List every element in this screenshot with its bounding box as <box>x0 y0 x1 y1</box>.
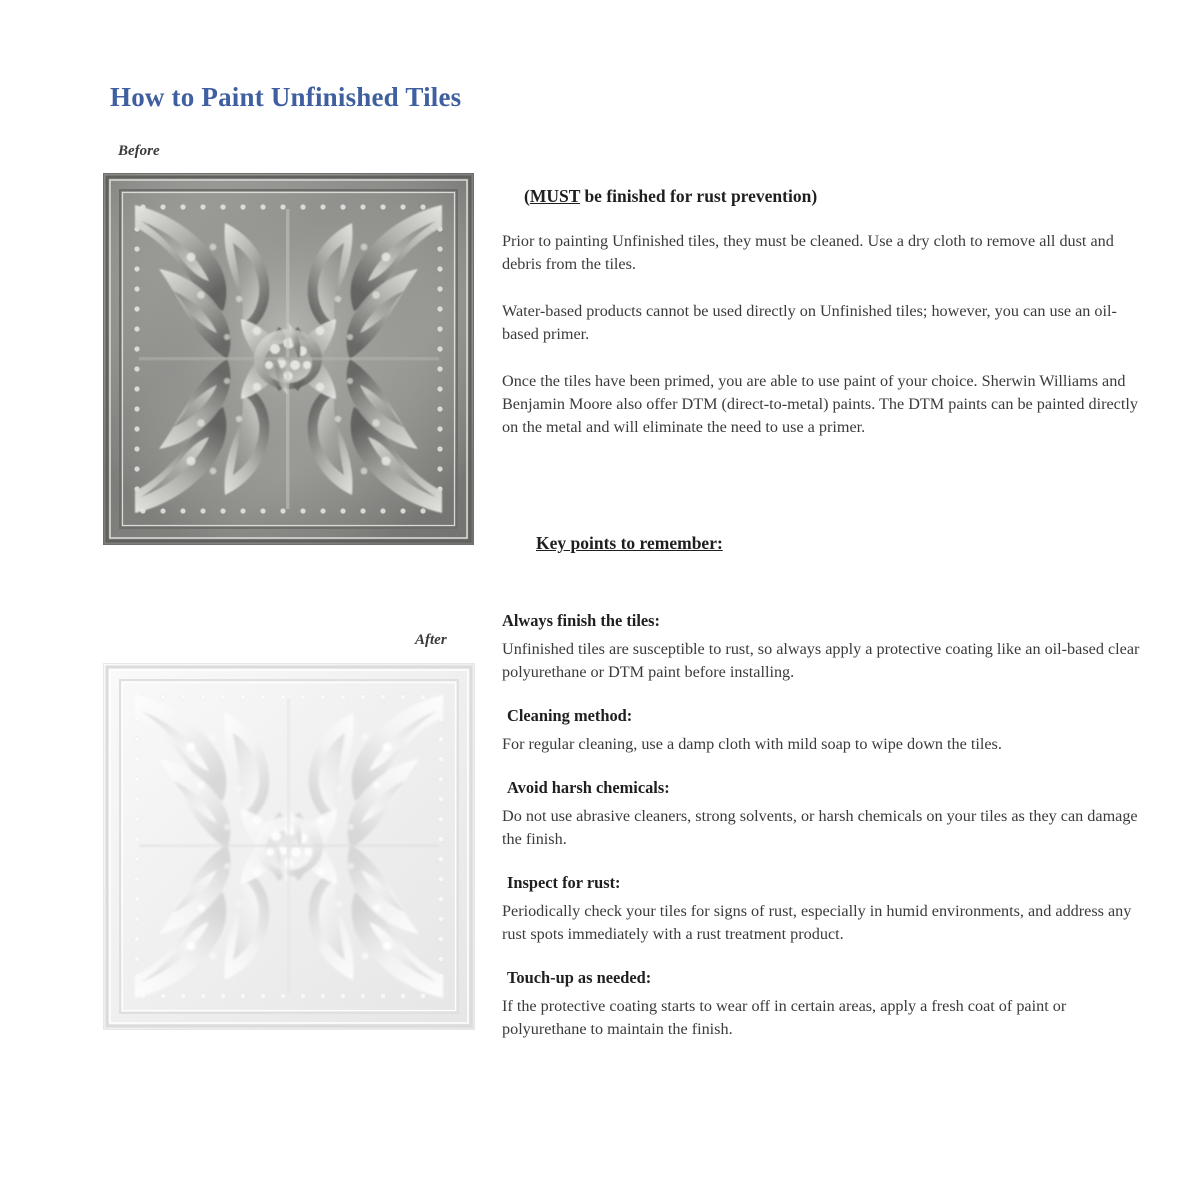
figure-label-after: After <box>415 632 447 648</box>
tile-image-after <box>103 663 475 1030</box>
key-point-item <box>502 706 1152 756</box>
key-point-item <box>502 873 1152 946</box>
tile-after-graphic <box>103 663 475 1030</box>
tile-image-before <box>103 173 474 545</box>
key-point-body: Periodically check your tiles for signs of rust, especially in humid environments, and address any rust spots immediately with a rust treatment product. <box>502 902 1132 943</box>
intro-paragraph-3: Once the tiles have been primed, you are able to use paint of your choice. Sherwin Williams and Benjamin Moore also offer DTM (direct-to-metal) paints. The DTM paints can be painted directly on the metal and will eliminate the need to use a primer. <box>502 371 1138 436</box>
key-point-heading: Always finish the tiles: <box>502 611 660 630</box>
key-point-heading: Cleaning method: <box>507 706 633 725</box>
figure-label-before: Before <box>118 143 160 159</box>
key-point-item <box>502 611 1152 684</box>
key-point-heading: Inspect for rust: <box>507 873 621 892</box>
key-point-body: Unfinished tiles are susceptible to rust, so always apply a protective coating like an oil-based clear polyurethane or DTM paint before installing. <box>502 640 1140 681</box>
intro-paragraph-1: Prior to painting Unfinished tiles, they must be cleaned. Use a dry cloth to remove all dust and debris from the tiles. <box>502 231 1114 273</box>
key-points-title: Key points to remember: <box>536 533 723 553</box>
key-point-item <box>502 968 1152 1041</box>
key-points-column <box>502 533 1152 1041</box>
key-point-heading: Avoid harsh chemicals: <box>507 778 670 797</box>
tile-before-graphic <box>103 173 474 545</box>
key-point-item <box>502 778 1152 851</box>
page-title: How to Paint Unfinished Tiles <box>110 82 462 112</box>
intro-text-column <box>502 186 1147 439</box>
key-point-heading: Touch-up as needed: <box>507 968 652 987</box>
intro-heading: (MUST be finished for rust prevention) <box>524 186 818 206</box>
key-point-body: If the protective coating starts to wear off in certain areas, apply a fresh coat of paint or polyurethane to maintain the finish. <box>502 997 1067 1038</box>
key-point-body: Do not use abrasive cleaners, strong solvents, or harsh chemicals on your tiles as they can damage the finish. <box>502 807 1138 848</box>
key-point-body: For regular cleaning, use a damp cloth with mild soap to wipe down the tiles. <box>502 735 1002 753</box>
intro-paragraph-2: Water-based products cannot be used directly on Unfinished tiles; however, you can use an oil-based primer. <box>502 301 1117 343</box>
must-underlined-word: MUST <box>529 186 581 206</box>
